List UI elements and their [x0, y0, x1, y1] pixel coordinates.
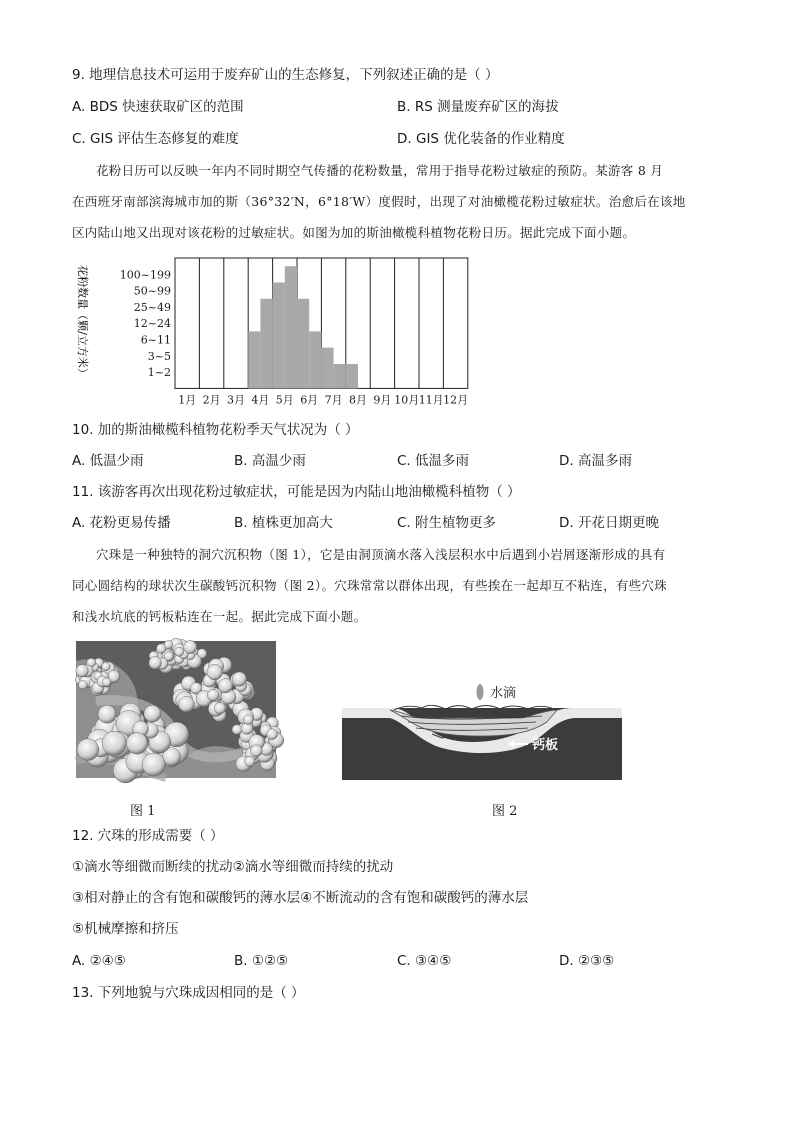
- pollen-bar: [346, 364, 358, 388]
- q12-items-line-3: ⑤机械摩擦和挤压: [72, 921, 179, 937]
- cave-pearl: [243, 715, 253, 725]
- q9-option-d: D. GIS 优化装备的作业精度: [397, 131, 565, 147]
- y-level-label: 12~24: [133, 317, 171, 331]
- passage2-line-1: 穴珠是一种独特的洞穴沉积物（图 1），它是由洞顶滴水落入浅层积水中后遇到小岩屑逐渐形成的具有: [96, 547, 666, 562]
- q9-option-c: C. GIS 评估生态修复的难度: [72, 131, 239, 147]
- q9-stem: 9. 地理信息技术可运用于废弃矿山的生态修复，下列叙述正确的是（ ）: [72, 67, 499, 83]
- figure-1-caption: 图 1: [130, 804, 156, 819]
- y-level-label: 6~11: [140, 333, 171, 347]
- cave-pearl: [126, 733, 147, 754]
- pollen-bar: [334, 364, 346, 388]
- cave-pearl: [245, 756, 255, 766]
- x-month-label: 8月: [349, 393, 367, 407]
- water-drop-label: 水滴: [490, 686, 517, 701]
- x-month-label: 1月: [178, 393, 197, 407]
- pollen-calendar-chart: [66, 252, 469, 408]
- passage1-line-2: 在西班牙南部滨海城市加的斯（36°32′N，6°18′W）度假时，出现了对油橄榄花粉过敏症状。治愈后在该地: [72, 194, 686, 209]
- figure-2-caption: 图 2: [492, 804, 518, 819]
- x-month-label: 10月: [394, 393, 420, 407]
- y-axis-title: 花粉数量（颗/立方米）: [76, 265, 89, 379]
- cave-pearl: [77, 739, 99, 761]
- pollen-bar: [285, 266, 297, 388]
- cave-pearl: [175, 647, 184, 656]
- cave-pearl: [78, 680, 87, 689]
- q13-stem: 13. 下列地貌与穴珠成因相同的是（ ）: [72, 985, 305, 1001]
- q12-stem: 12. 穴珠的形成需要（ ）: [72, 828, 224, 844]
- y-level-label: 25~49: [133, 300, 171, 314]
- x-month-label: 6月: [300, 393, 319, 407]
- pollen-bar: [248, 331, 260, 388]
- q11-stem: 11. 该游客再次出现花粉过敏症状，可能是因为内陆山地油橄榄科植物（ ）: [72, 484, 521, 500]
- q11-option-a: A. 花粉更易传播: [72, 515, 171, 531]
- q11-option-d: D. 开花日期更晚: [559, 515, 659, 531]
- q10-option-a: A. 低温少雨: [72, 453, 144, 469]
- water-drop-icon: [477, 684, 484, 700]
- passage1-line-3: 区内陆山地又出现对该花粉的过敏症状。如图为加的斯油橄榄科植物花粉日历。据此完成下面小题。: [72, 225, 636, 240]
- cave-pearl: [102, 678, 111, 687]
- pollen-bar: [321, 348, 333, 389]
- q11-option-c: C. 附生植物更多: [397, 515, 497, 531]
- cave-pearl: [207, 689, 219, 701]
- cave-pearl: [207, 664, 223, 680]
- q9-option-a: A. BDS 快速获取矿区的范围: [72, 99, 244, 115]
- x-month-label: 7月: [324, 393, 343, 407]
- q12-option-c: C. ③④⑤: [397, 953, 452, 969]
- y-level-label: 3~5: [147, 349, 171, 363]
- x-month-label: 3月: [227, 393, 245, 407]
- q12-items-line-2: ③相对静止的含有饱和碳酸钙的薄水层④不断流动的含有饱和碳酸钙的薄水层: [72, 890, 529, 906]
- calcium-plate-label: 钙板: [532, 738, 559, 753]
- x-month-label: 4月: [251, 393, 270, 407]
- x-month-label: 12月: [443, 393, 469, 407]
- cave-pearl: [102, 662, 110, 670]
- cave-pearl: [214, 703, 225, 714]
- cave-pearls-photo: [76, 641, 276, 778]
- cave-pearl: [164, 640, 172, 648]
- x-month-label: 2月: [202, 393, 221, 407]
- q12-items-line-1: ①滴水等细微而断续的扰动②滴水等细微而持续的扰动: [72, 859, 394, 875]
- cave-pearl: [184, 641, 197, 654]
- x-month-label: 9月: [373, 393, 392, 407]
- q12-option-a: A. ②④⑤: [72, 953, 126, 969]
- q10-option-b: B. 高温少雨: [234, 453, 306, 469]
- y-level-label: 100~199: [119, 268, 171, 282]
- cave-pearl: [102, 731, 126, 755]
- cave-pearl: [149, 656, 162, 669]
- passage1-line-1: 花粉日历可以反映一年内不同时期空气传播的花粉数量，常用于指导花粉过敏症的预防。某游客 8 月: [96, 163, 664, 178]
- pollen-bar: [309, 331, 321, 388]
- cave-pearl: [267, 729, 278, 740]
- cave-pearl: [179, 696, 195, 712]
- q10-option-d: D. 高温多雨: [559, 453, 632, 469]
- cave-pearl: [98, 705, 116, 723]
- x-month-label: 11月: [418, 393, 444, 407]
- x-month-label: 5月: [275, 393, 294, 407]
- pollen-bar: [297, 299, 309, 389]
- q10-option-c: C. 低温多雨: [397, 453, 470, 469]
- cave-pearl: [144, 705, 161, 722]
- cave-pearl: [218, 679, 232, 693]
- q10-stem: 10. 加的斯油橄榄科植物花粉季天气状况为（ ）: [72, 422, 359, 438]
- q12-option-b: B. ①②⑤: [234, 953, 289, 969]
- y-level-label: 50~99: [133, 284, 171, 298]
- cave-pearl: [232, 672, 246, 686]
- pollen-bar: [260, 299, 272, 389]
- y-level-label: 1~2: [147, 366, 171, 380]
- cave-pearl: [232, 725, 242, 735]
- cave-pearl-diagram: [342, 678, 622, 780]
- cave-pearl: [76, 665, 89, 678]
- pollen-bar: [273, 282, 285, 388]
- cave-pearl: [142, 753, 165, 776]
- q12-option-d: D. ②③⑤: [559, 953, 615, 969]
- q11-option-b: B. 植株更加高大: [234, 515, 333, 531]
- cave-pearl: [250, 745, 262, 757]
- q9-option-b: B. RS 测量废弃矿区的海拔: [397, 99, 559, 115]
- passage2-line-3: 和浅水坑底的钙板粘连在一起。据此完成下面小题。: [72, 609, 367, 624]
- passage2-line-2: 同心圆结构的球状次生碳酸钙沉积物（图 2）。穴珠常常以群体出现，有些挨在一起却互不粘连，有些穴珠: [72, 578, 668, 593]
